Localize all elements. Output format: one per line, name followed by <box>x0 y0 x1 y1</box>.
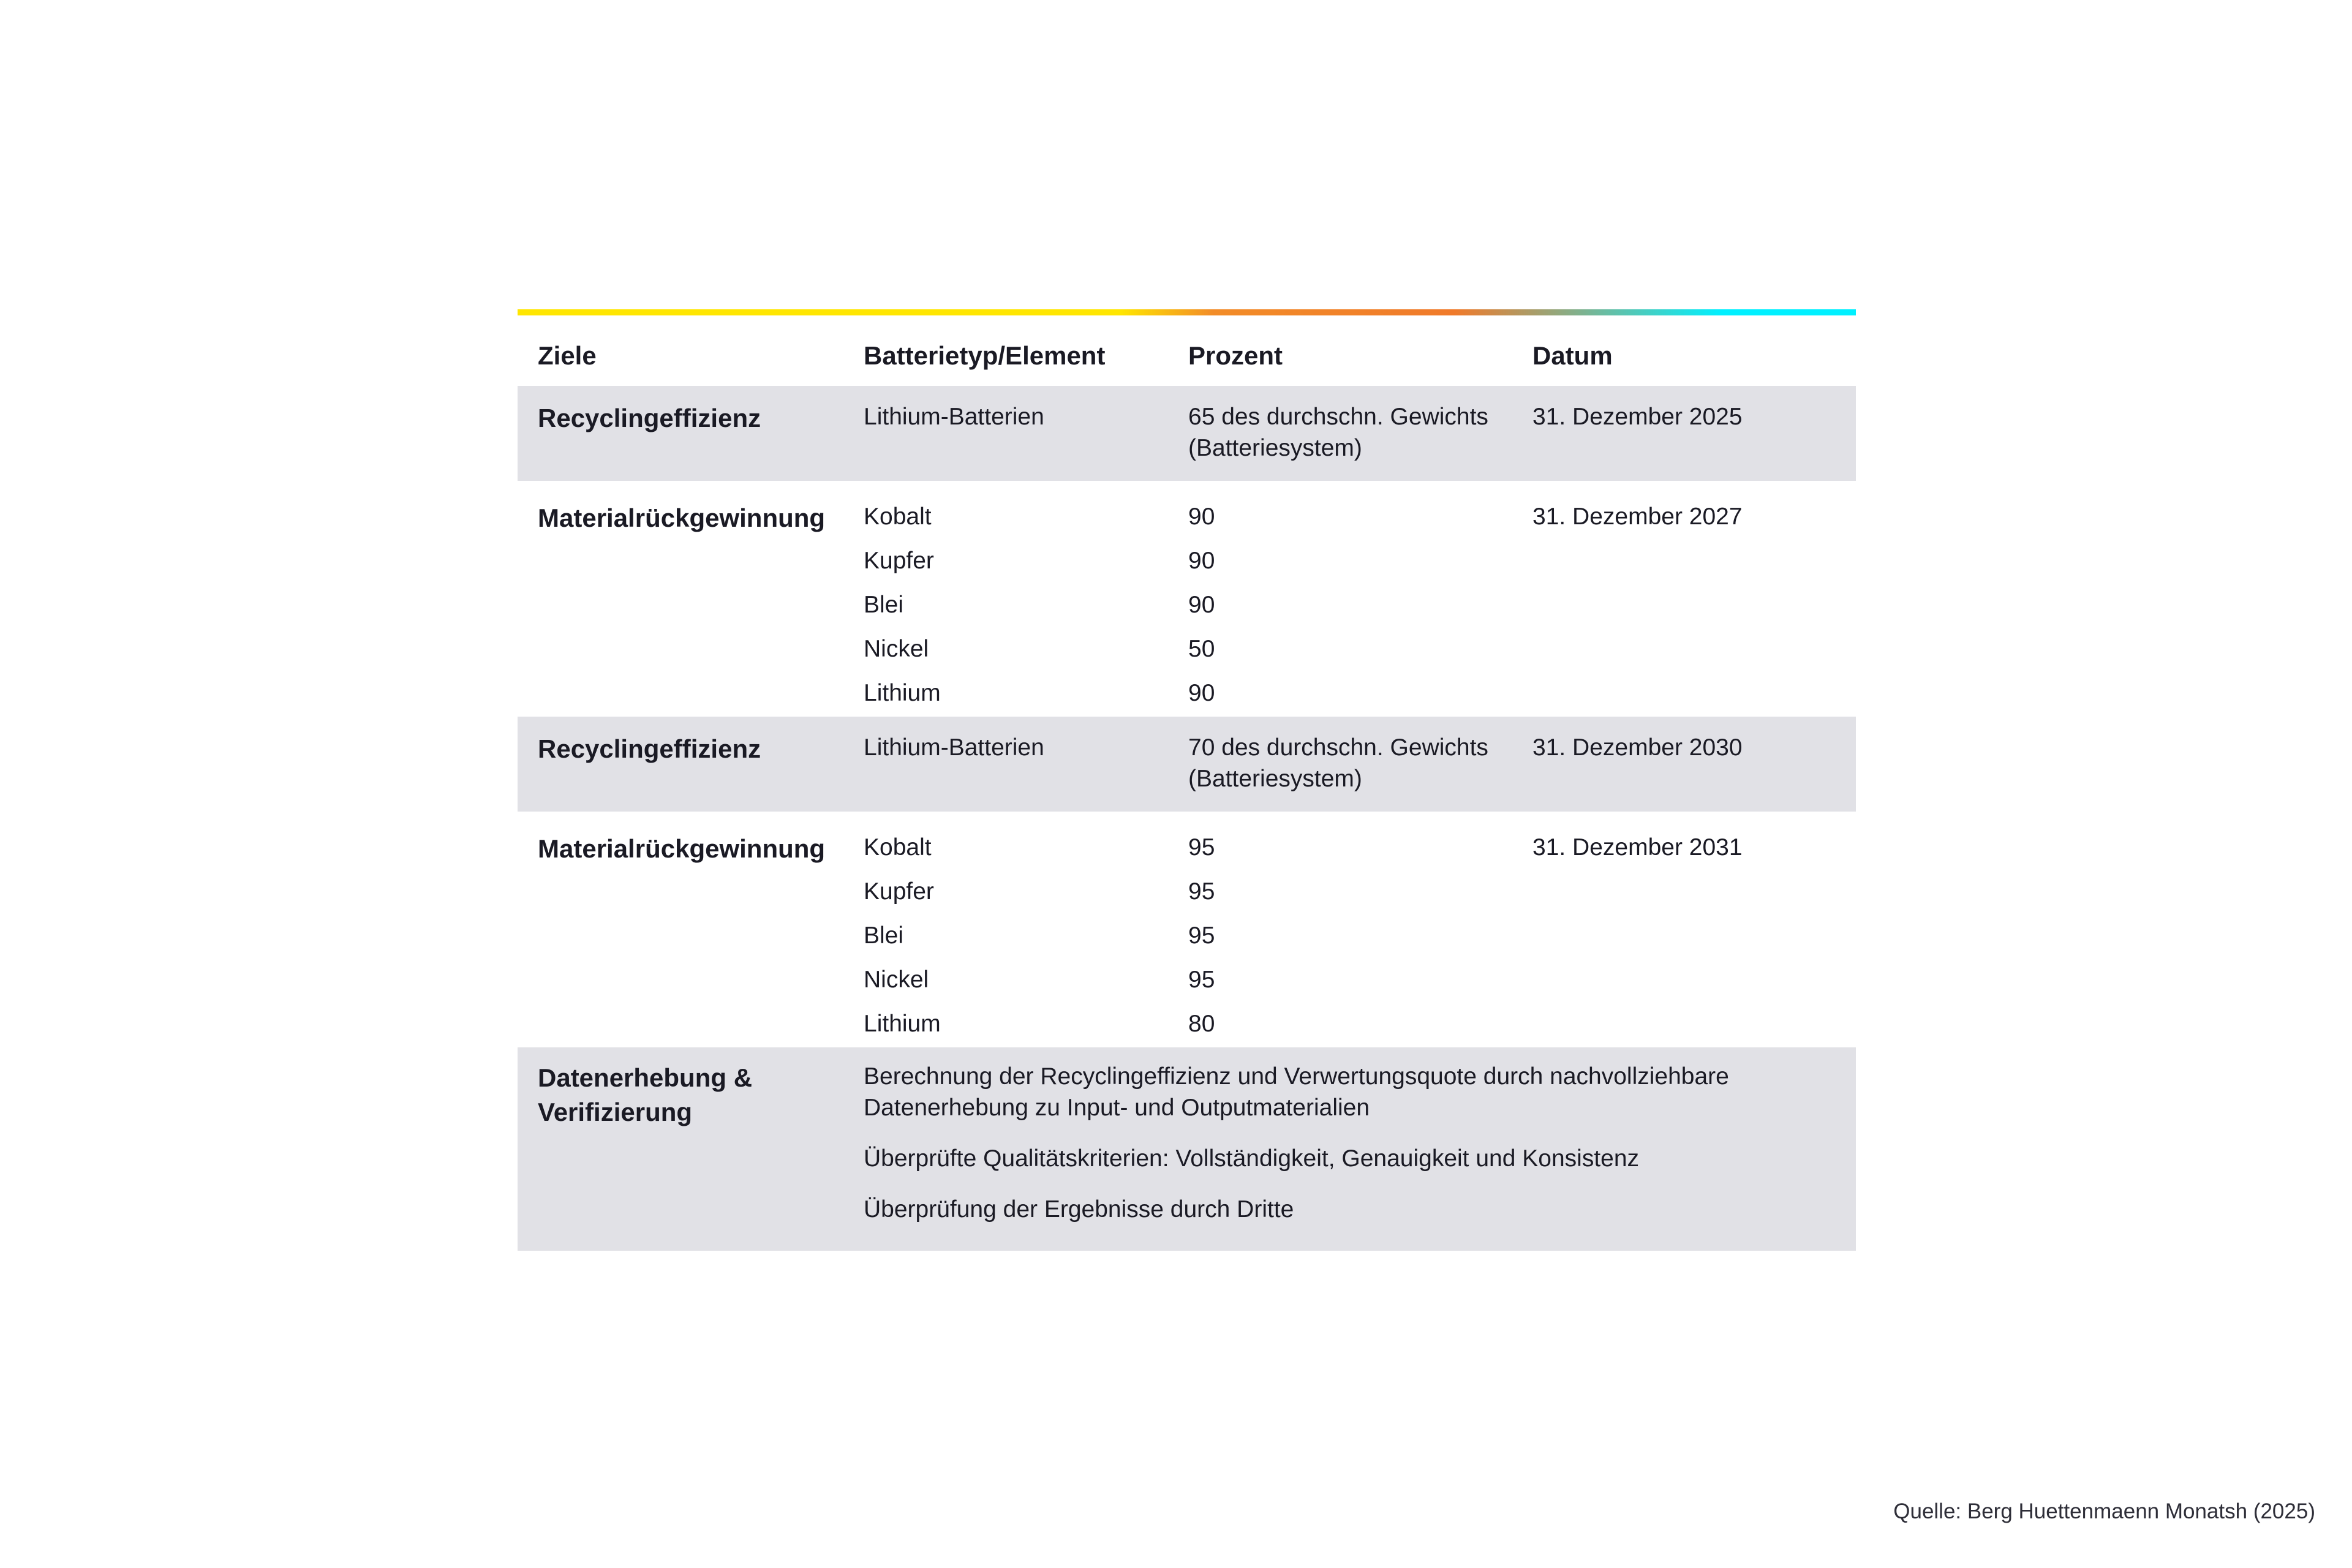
row-typ: Lithium-Batterien <box>864 734 1044 761</box>
table-row <box>518 1047 1856 1251</box>
percent-item: 50 <box>1188 636 1215 662</box>
table-row <box>518 812 1856 1047</box>
row-datum: 31. Dezember 2031 <box>1532 834 1743 861</box>
header-ziele: Ziele <box>538 341 597 370</box>
element-item: Blei <box>864 592 904 618</box>
element-item: Kupfer <box>864 548 934 574</box>
description-paragraph: Überprüfung der Ergebnisse durch Dritte <box>864 1196 1294 1223</box>
header-batterietyp: Batterietyp/Element <box>864 341 1106 370</box>
percent-item: 90 <box>1188 592 1215 618</box>
element-item: Kobalt <box>864 503 932 530</box>
percent-item: 90 <box>1188 503 1215 530</box>
row-ziel: Materialrückgewinnung <box>538 834 826 863</box>
percent-item: 95 <box>1188 967 1215 993</box>
table-row <box>518 481 1856 717</box>
row-description <box>864 1061 1856 1245</box>
table-header <box>518 315 1856 386</box>
header-datum: Datum <box>1532 341 1613 370</box>
prozent-line: 70 des durchschn. Gewichts <box>1188 734 1488 761</box>
element-item: Lithium <box>864 1011 941 1037</box>
source-note: Quelle: Berg Huettenmaenn Monatsh (2025) <box>1893 1499 2315 1523</box>
row-elements <box>864 832 1188 1052</box>
prozent-line: 65 des durchschn. Gewichts <box>1188 404 1488 430</box>
table-row <box>518 386 1856 481</box>
prozent-line: (Batteriesystem) <box>1188 435 1362 461</box>
percent-item: 95 <box>1188 834 1215 861</box>
element-item: Blei <box>864 922 904 949</box>
row-ziel: Recyclingeffizienz <box>538 404 761 432</box>
targets-table <box>518 309 1856 1251</box>
row-datum: 31. Dezember 2027 <box>1532 503 1743 530</box>
row-percents <box>1188 501 1532 722</box>
percent-item: 95 <box>1188 878 1215 905</box>
row-ziel <box>518 1061 864 1129</box>
description-paragraph: Überprüfte Qualitätskriterien: Vollständigkeit, Genauigkeit und Konsistenz <box>864 1145 1640 1172</box>
row-prozent <box>1188 401 1532 464</box>
prozent-line: (Batteriesystem) <box>1188 766 1362 792</box>
ziel-line: Verifizierung <box>538 1098 693 1126</box>
row-ziel: Materialrückgewinnung <box>538 503 826 532</box>
description-paragraph <box>864 1061 1856 1123</box>
row-datum: 31. Dezember 2025 <box>1532 404 1743 430</box>
row-ziel: Recyclingeffizienz <box>538 734 761 763</box>
row-datum: 31. Dezember 2030 <box>1532 734 1743 761</box>
table-row <box>518 717 1856 812</box>
row-percents <box>1188 832 1532 1052</box>
percent-item: 95 <box>1188 922 1215 949</box>
ziel-line: Datenerhebung & <box>538 1063 753 1092</box>
description-line: Datenerhebung zu Input- und Outputmaterialien <box>864 1095 1370 1121</box>
element-item: Nickel <box>864 967 929 993</box>
accent-bar <box>518 309 1856 315</box>
description-line: Berechnung der Recyclingeffizienz und Verwertungsquote durch nachvollziehbare <box>864 1063 1729 1090</box>
element-item: Kobalt <box>864 834 932 861</box>
row-typ: Lithium-Batterien <box>864 404 1044 430</box>
row-elements <box>864 501 1188 722</box>
row-prozent <box>1188 732 1532 794</box>
percent-item: 80 <box>1188 1011 1215 1037</box>
header-prozent: Prozent <box>1188 341 1283 370</box>
percent-item: 90 <box>1188 680 1215 706</box>
element-item: Lithium <box>864 680 941 706</box>
element-item: Kupfer <box>864 878 934 905</box>
element-item: Nickel <box>864 636 929 662</box>
percent-item: 90 <box>1188 548 1215 574</box>
